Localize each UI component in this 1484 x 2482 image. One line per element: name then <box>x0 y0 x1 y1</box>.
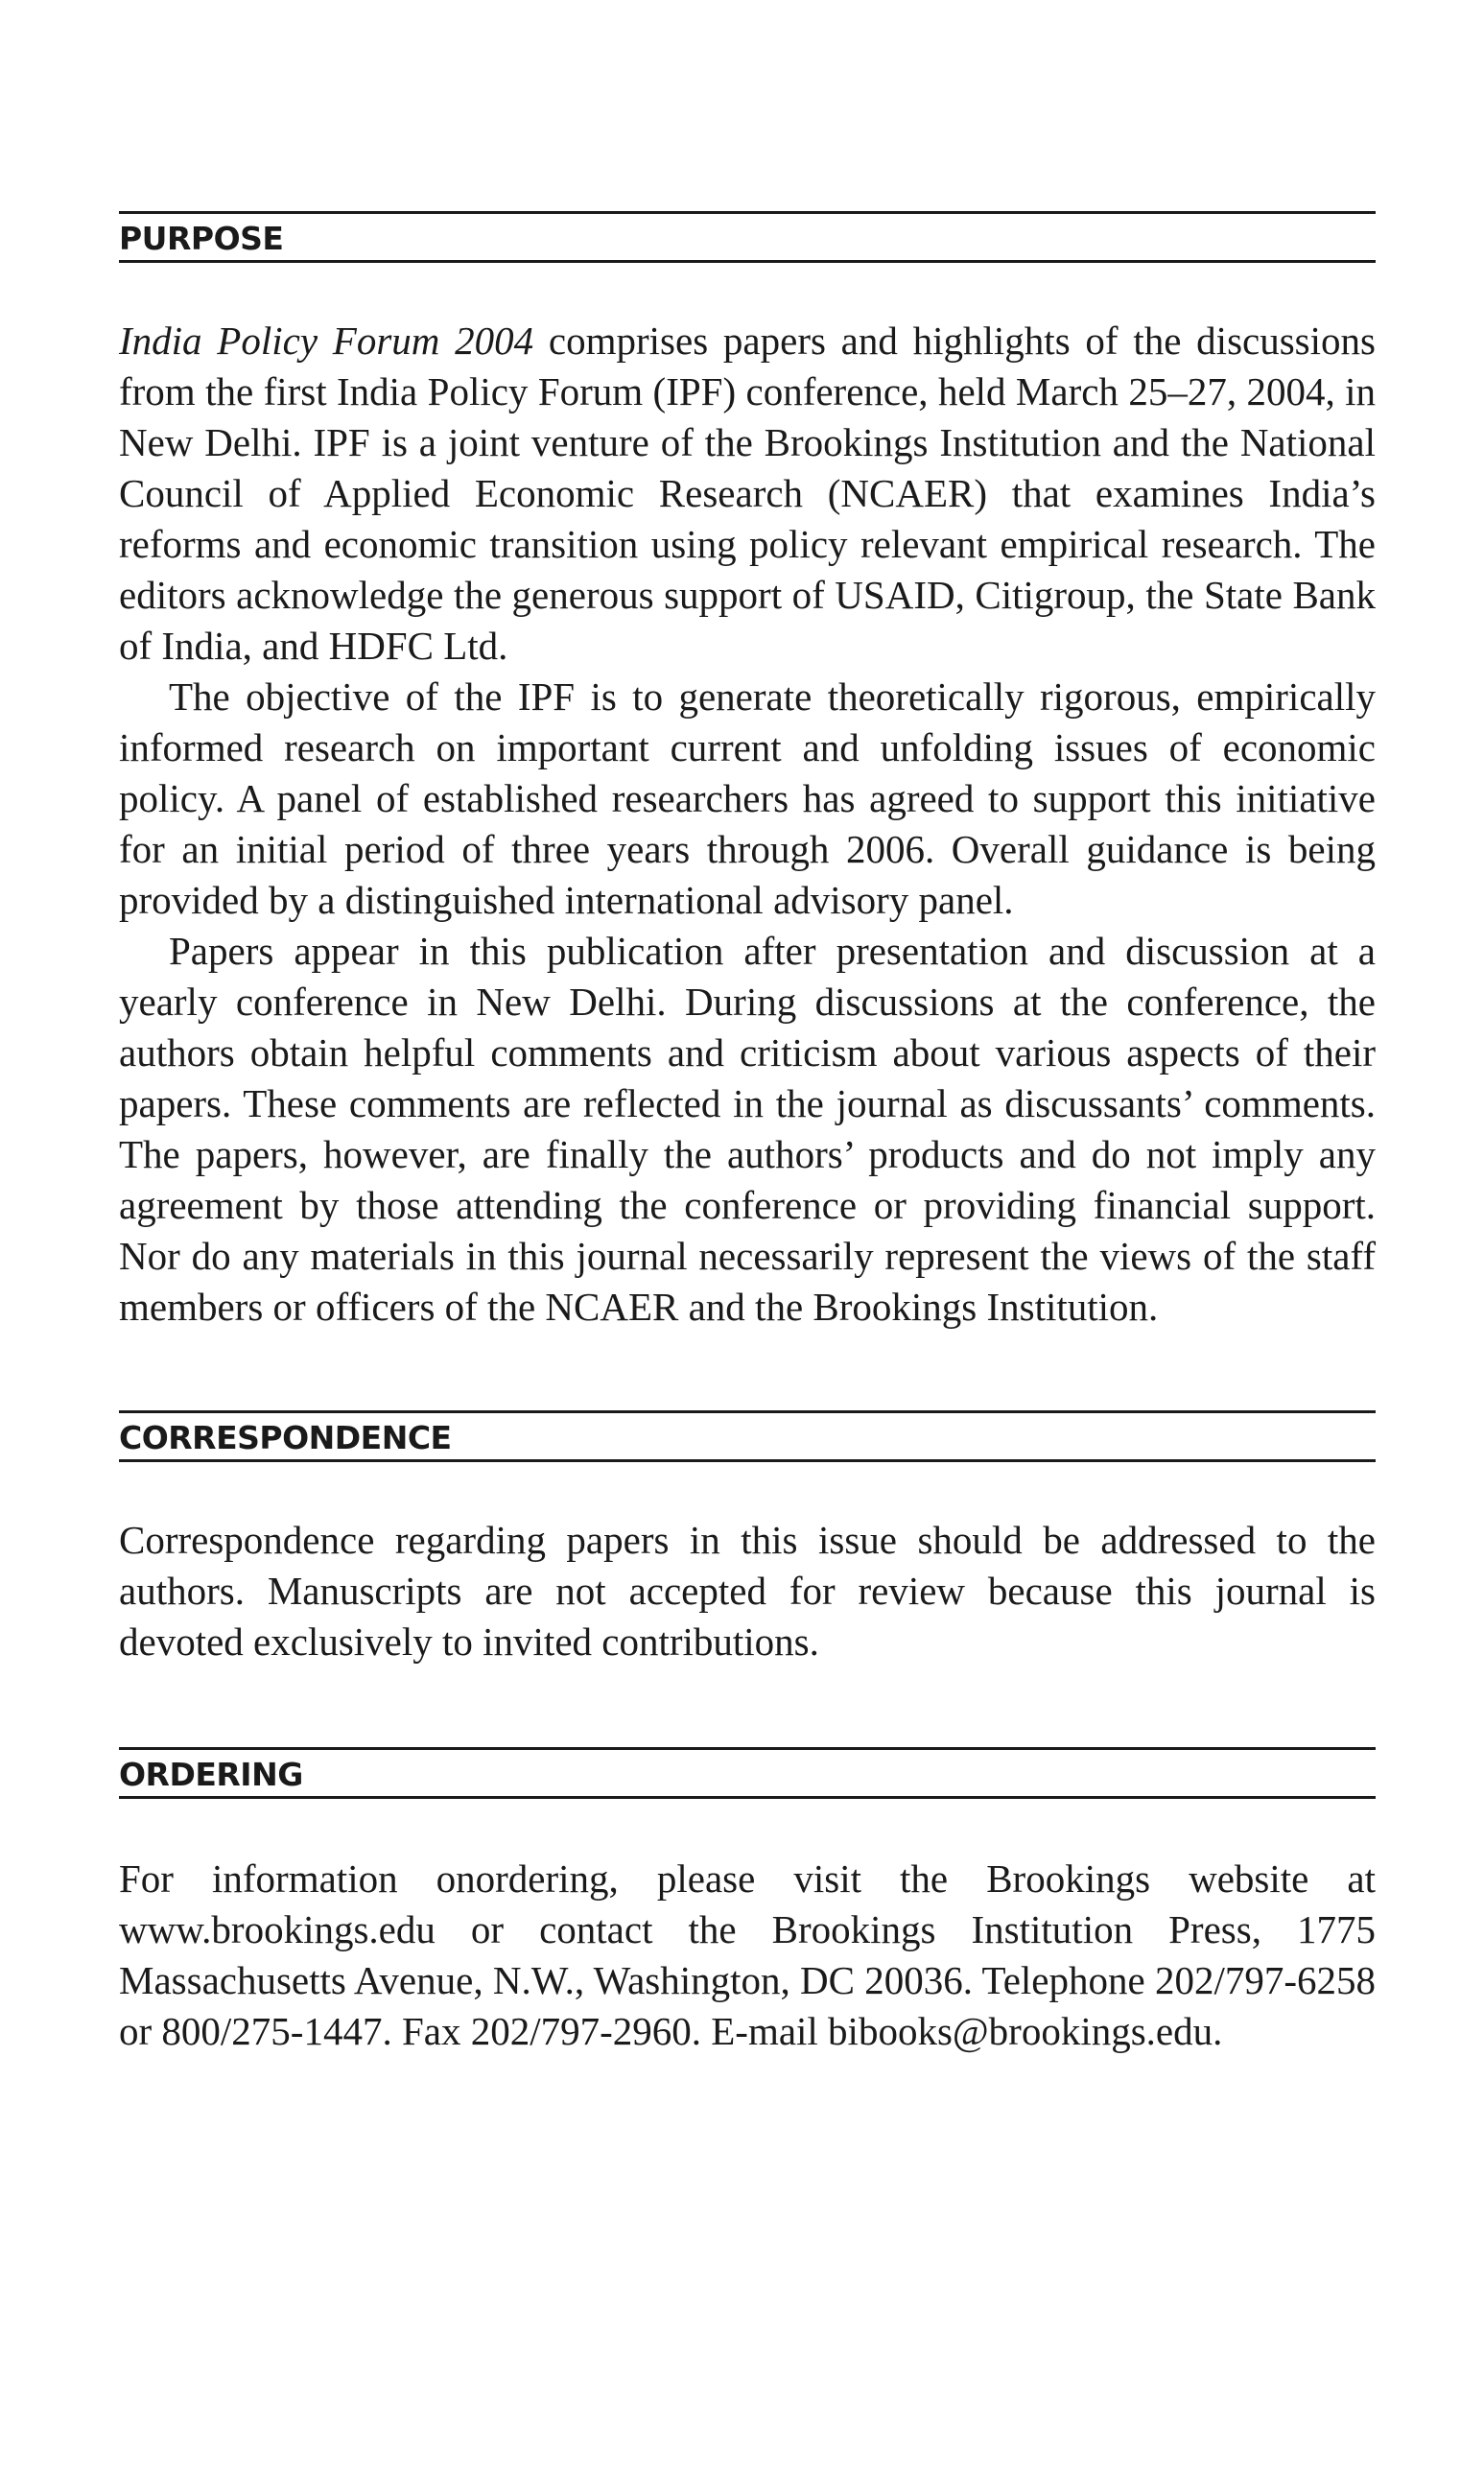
purpose-paragraph-2: The objective of the IPF is to generate theoretically rigorous, empirically informed research on important current and unfolding issues of economic policy. A panel of established researchers has agreed to support this initiative for an initial period of three years through 2006. Overall guidance is being provided by a distinguished international advisory panel. <box>119 674 1376 922</box>
ordering-heading: ORDERING <box>119 1756 303 1793</box>
ordering-paragraph: For information onordering, please visit the Brookings website at www.brookings.edu or contact the Brookings Institution Press, 1775 Massachusetts Avenue, N.W., Washington, DC 20036. Telephone 202/797-6258 or 800/275-1447. Fax 202/797-2960. E-mail bibooks@brookings.edu. <box>119 1856 1376 2053</box>
publication-title: India Policy Forum 2004 <box>119 319 534 363</box>
correspondence-heading: CORRESPONDENCE <box>119 1419 452 1456</box>
purpose-heading: PURPOSE <box>119 220 284 257</box>
purpose-paragraph-3: Papers appear in this publication after presentation and discussion at a yearly conference in New Delhi. During discussions at the conference, the authors obtain helpful comments and criticism about various aspects of their papers. These comments are reflected in the journal as discussants’ comments. The papers, however, are finally the authors’ products and do not imply any agreement by those attending the conference or providing financial support. Nor do any materials in this journal necessarily represent the views of the staff members or officers of the NCAER and the Brookings Institution. <box>119 929 1376 1329</box>
correspondence-paragraph: Correspondence regarding papers in this issue should be addressed to the authors. Manuscripts are not accepted for review because this journal is devoted exclusively to invited contributions. <box>119 1518 1376 1664</box>
page <box>119 211 1376 2057</box>
purpose-paragraph-1-text: comprises papers and highlights of the discussions from the first India Policy Forum (IPF) conference, held March 25–27, 2004, in New Delhi. IPF is a joint venture of the Brookings Institution and the National Council of Applied Economic Research (NCAER) that examines India’s reforms and economic transition using policy relevant empirical research. The editors acknowledge the generous support of USAID, Citigroup, the State Bank of India, and HDFC Ltd. <box>119 319 1376 668</box>
ordering-heading-rule <box>119 1747 1376 1799</box>
ordering-section <box>119 1747 1376 2057</box>
purpose-section <box>119 211 1376 1333</box>
correspondence-heading-rule <box>119 1410 1376 1462</box>
purpose-paragraph-1 <box>119 316 1376 672</box>
correspondence-section <box>119 1410 1376 1667</box>
purpose-heading-rule <box>119 211 1376 263</box>
